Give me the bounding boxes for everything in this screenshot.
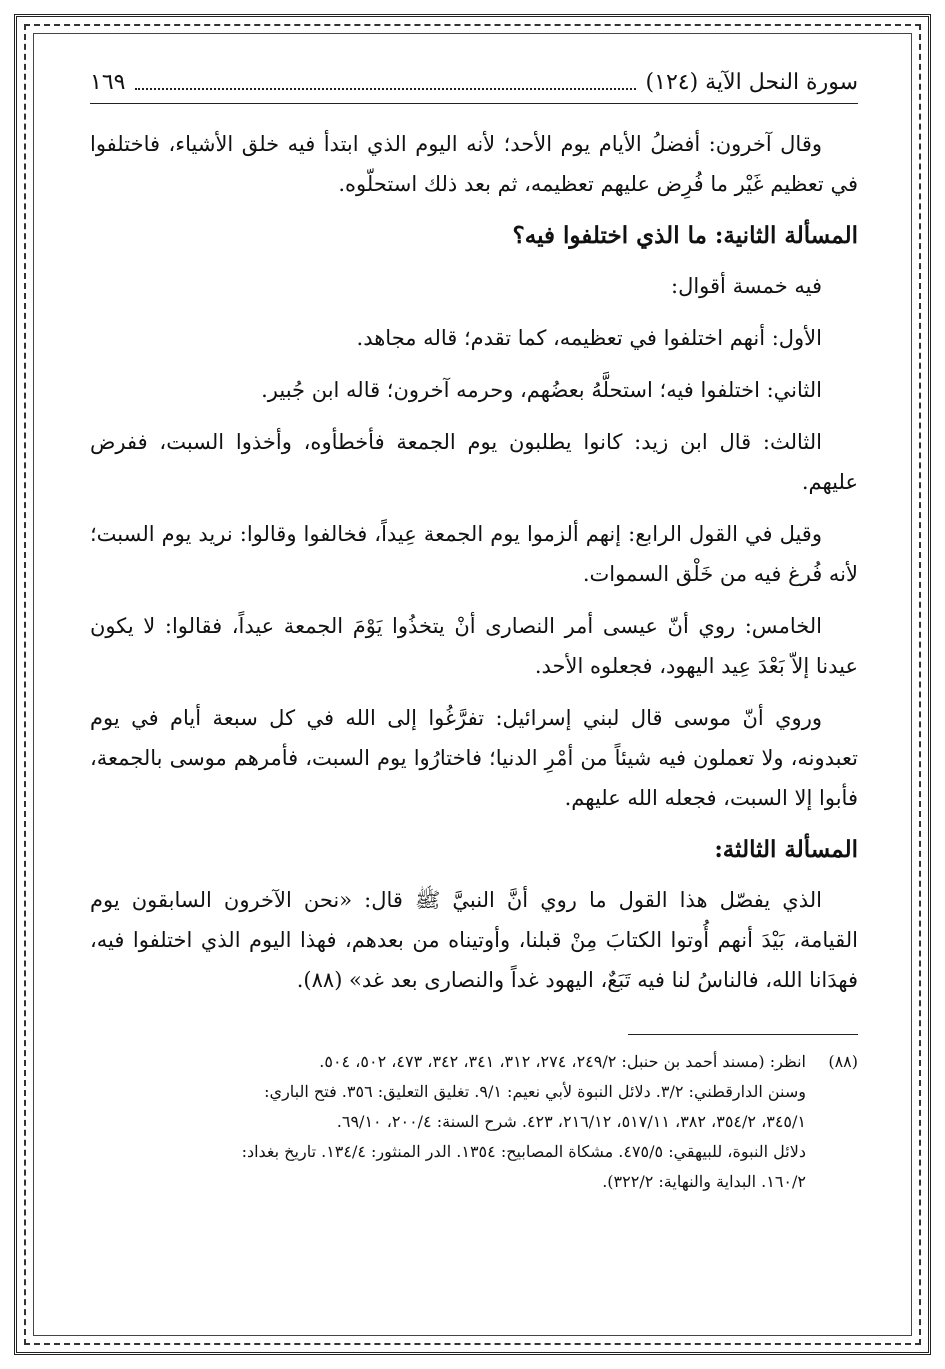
- page-content: [90, 70, 858, 1197]
- footnote-separator: [628, 1034, 858, 1035]
- opinion-1: الأول: أنهم اختلفوا في تعظيمه، كما تقدم؛ قاله مجاهد.: [356, 326, 822, 350]
- paragraph: وروي أنّ موسى قال لبني إسرائيل: تفرَّغُوا إلى الله في كل سبعة أيام في يوم تعبدونه، ولا تعملون فيه شيئاً من أمْرِ الدنيا؛ فاختارُوا يوم السبت، فأمرهم موسى بالجمعة، فأبوا إلا السبت، فجعله الله عليهم.: [90, 706, 858, 810]
- section-heading: المسألة الثالثة:: [714, 836, 858, 863]
- opinion-4: وقيل في القول الرابع: إنهم ألزموا يوم الجمعة عِيداً، فخالفوا وقالوا: نريد يوم السبت؛ لأنه فُرغ فيه من خَلْق السموات.: [90, 522, 858, 586]
- footnote-line: دلائل النبوة، للبيهقي: ٤٧٥/٥. مشكاة المصابيح: ١٣٥٤. الدر المنثور: ١٣٤/٤. تاريخ بغداد:: [241, 1142, 806, 1161]
- footnote-line: ٣٤٥/١، ٣٥٤/٢، ٣٨٢، ٥١٧/١١، ٢١٦/١٢، ٤٢٣. شرح السنة: ٢٠٠/٤، ٦٩/١٠.: [336, 1112, 806, 1131]
- hadith-paragraph: الذي يفصّل هذا القول ما روي أنَّ النبيَّ ﷺ قال: «نحن الآخرون السابقون يوم القيامة، بَيْدَ أنهم أُوتوا الكتابَ مِنْ قبلنا، وأوتيناه من بعدهم، فهذا اليوم الذي اختلفوا فيه، فهدَانا الله، فالناسُ لنا فيه تَبَعٌ، اليهود غداً والنصارى بعد غد» (٨٨).: [90, 888, 858, 992]
- running-header: [90, 70, 858, 104]
- footnote-line: وسنن الدارقطني: ٣/٢. دلائل النبوة لأبي نعيم: ٩/١. تغليق التعليق: ٣٥٦. فتح الباري:: [264, 1082, 806, 1101]
- paragraph: وقال آخرون: أفضلُ الأيام يوم الأحد؛ لأنه اليوم الذي ابتدأ فيه خلق الأشياء، فاختلفوا في تعظيم غَيْر ما فُرِض عليهم تعظيمه، ثم بعد ذلك استحلّوه.: [90, 132, 858, 196]
- footnote-line: انظر: (مسند أحمد بن حنبل: ٢٤٩/٢، ٢٧٤، ٣١٢، ٣٤١، ٣٤٢، ٤٧٣، ٥٠٢، ٥٠٤.: [319, 1052, 806, 1071]
- opinion-2: الثاني: اختلفوا فيه؛ استحلَّهُ بعضُهم، وحرمه آخرون؛ قاله ابن جُبير.: [261, 378, 822, 402]
- footnote-line: ١٦٠/٢. البداية والنهاية: ٣٢٢/٢).: [602, 1172, 806, 1191]
- opinion-5: الخامس: روي أنّ عيسى أمر النصارى أنْ يتخذُوا يَوْمَ الجمعة عيداً، فقالوا: لا يكون عيدنا إلاّ بَعْدَ عِيد اليهود، فجعلوه الأحد.: [90, 614, 858, 678]
- paragraph: فيه خمسة أقوال:: [671, 274, 822, 298]
- running-header-title: سورة النحل الآية (١٢٤): [645, 70, 858, 95]
- header-leader-dots: [135, 76, 635, 90]
- page-number: ١٦٩: [90, 70, 126, 95]
- opinion-3: الثالث: قال ابن زيد: كانوا يطلبون يوم الجمعة فأخطأوه، وأخذوا السبت، ففرض عليهم.: [90, 430, 858, 494]
- footnote: [90, 1047, 858, 1197]
- section-heading: المسألة الثانية: ما الذي اختلفوا فيه؟: [512, 222, 858, 249]
- footnote-number: (٨٨): [828, 1052, 858, 1071]
